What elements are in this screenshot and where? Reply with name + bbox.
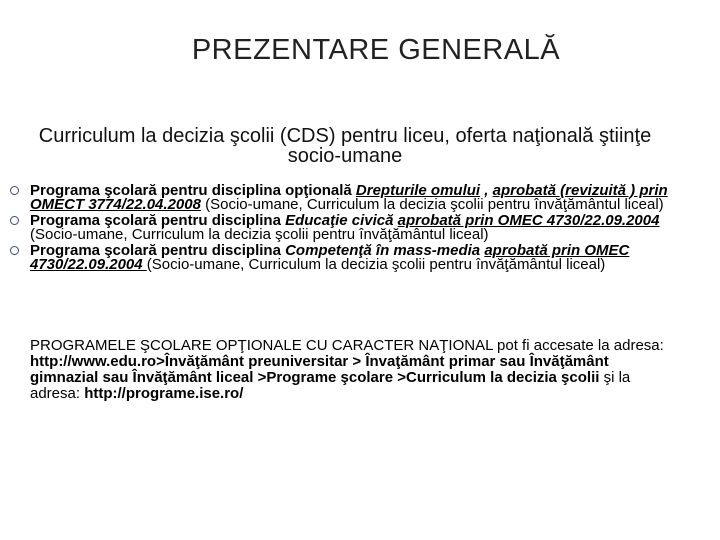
item-context: (Socio-umane, Curriculum la decizia şcolii pentru învăţământul liceal) (146, 256, 606, 273)
note-intro: PROGRAMELE ŞCOLARE OPŢIONALE CU CARACTER NAŢIONAL pot fi accesate la adresa: (30, 337, 664, 354)
circle-bullet-icon (10, 186, 19, 195)
edu-ro-link[interactable]: http://www.edu.ro>Învăţământ preuniversitar > Învaţământ primar sau Învăţământ gimnazial sau Învăţământ liceal >Programe şcolare >Curriculum la decizia şcolii (30, 353, 609, 386)
circle-bullet-icon (10, 216, 19, 225)
programs-note (30, 338, 670, 402)
item-lead: Programa şcolară pentru disciplina opţională (30, 182, 356, 199)
slide-title: PREZENTARE GENERALĂ (191, 34, 561, 66)
list-item (10, 214, 670, 242)
note-connector: şi la adresa: (30, 369, 631, 402)
approval-link[interactable]: aprobată prin OMEC 4730/22.09.2004 (397, 212, 660, 229)
item-lead: Programa şcolară pentru disciplina (30, 242, 286, 259)
bullet-list (10, 184, 670, 274)
slide-subtitle: Curriculum la decizia şcolii (CDS) pentru liceu, oferta naţională ştiinţe socio-umane (38, 125, 652, 167)
discipline-name: Educaţie civică (285, 212, 394, 229)
item-separator: , (480, 182, 493, 199)
discipline-name: Competenţă în mass-media (285, 242, 481, 259)
discipline-name: Drepturile omului (355, 182, 481, 199)
approval-link[interactable]: aprobată prin OMEC 4730/22.09.2004 (30, 242, 630, 273)
item-lead: Programa şcolară pentru disciplina (30, 212, 286, 229)
list-item (10, 244, 670, 272)
list-item (10, 184, 670, 212)
approval-link[interactable]: aprobată (revizuită ) prin OMECT 3774/22.04.2008 (30, 182, 668, 213)
item-context: (Socio-umane, Curriculum la decizia şcolii pentru învăţământul liceal) (30, 226, 489, 243)
circle-bullet-icon (10, 246, 19, 255)
ise-ro-link[interactable]: http://programe.ise.ro/ (84, 385, 244, 402)
item-context: (Socio-umane, Curriculum la decizia şcolii pentru învăţământul liceal) (200, 196, 664, 213)
